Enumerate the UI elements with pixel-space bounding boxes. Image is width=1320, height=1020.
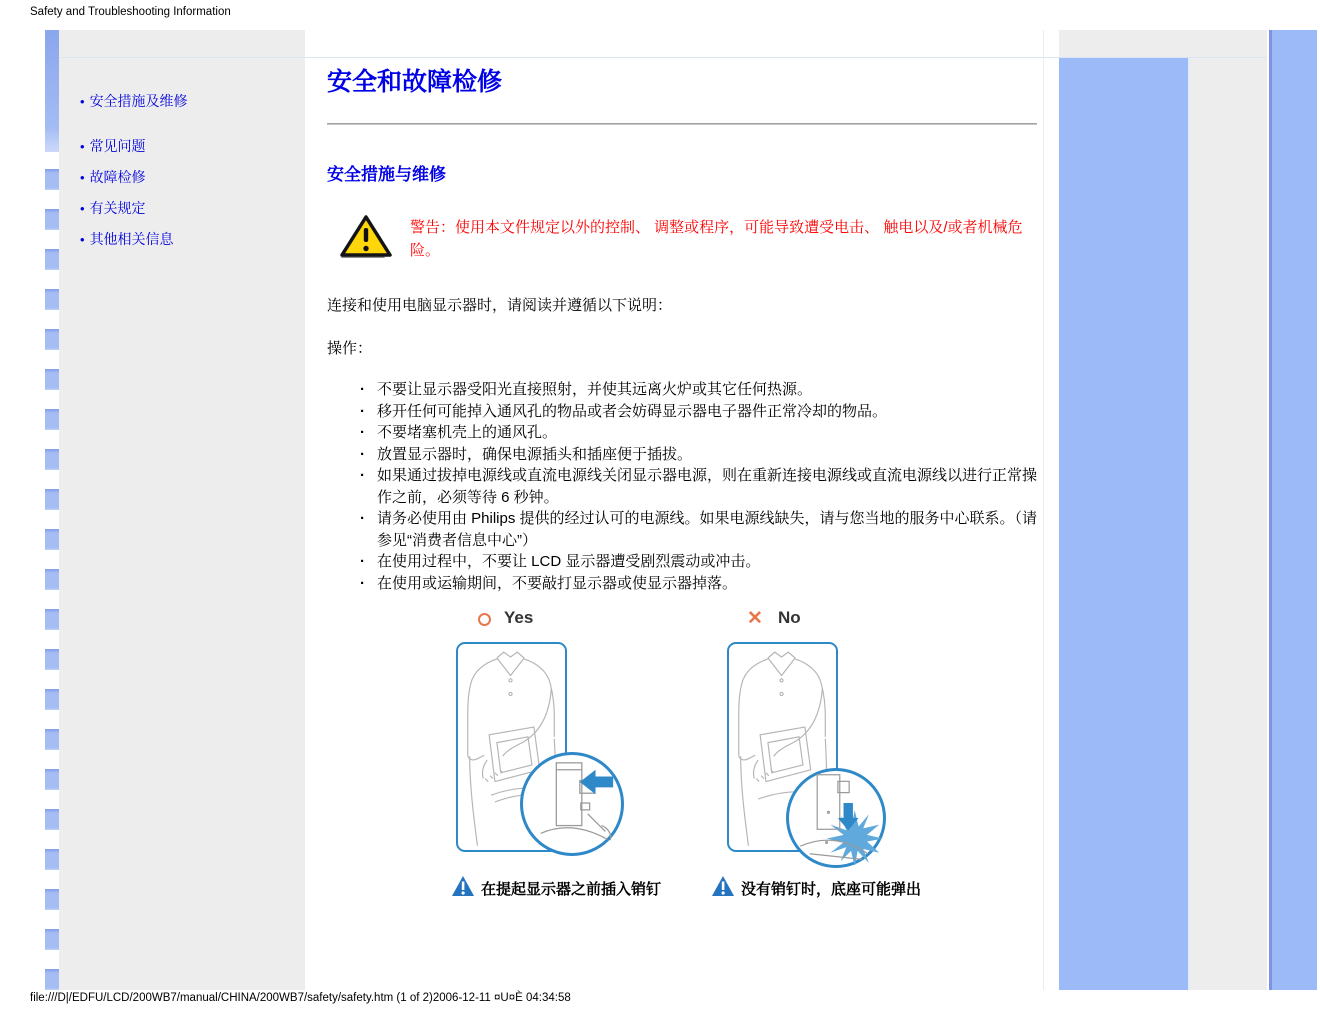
page-title: 安全和故障检修 (327, 68, 503, 96)
list-item (360, 379, 1040, 401)
sidebar-item-label: 常见问题 (89, 138, 146, 154)
list-item (360, 444, 1040, 466)
cross-icon: ✕ (747, 608, 763, 629)
intro-paragraph: 连接和使用电脑显示器时，请阅读并遵循以下说明： (327, 297, 673, 314)
bullet-icon: · (360, 402, 365, 420)
sidebar-item-safety-maintenance[interactable] (80, 91, 188, 111)
right-frame-gray-column (1190, 58, 1267, 990)
list-item-text: 在使用或运输期间，不要敲打显示器或使显示器掉落。 (377, 574, 738, 592)
blue-warning-triangle-icon (451, 875, 475, 897)
left-strip-top-segment (45, 30, 59, 152)
sidebar-item-troubleshooting[interactable] (80, 167, 146, 187)
section-heading: 安全措施与维修 (327, 165, 446, 184)
content-right-divider (1043, 30, 1044, 990)
sidebar-item-label: 其他相关信息 (89, 231, 174, 247)
figure-caption-no: 没有销钉时，底座可能弹出 (741, 882, 922, 898)
list-item (360, 551, 1040, 573)
safety-bullet-list (360, 379, 1040, 594)
list-item-text: 如果通过拔掉电源线或直流电源线关闭显示器电源，则在重新连接电源线或直流电源线以进行正常操作之前，必须等待 6 秒钟。 (377, 467, 1038, 506)
sidebar-item-faq[interactable] (80, 136, 146, 156)
far-right-blue-column (1269, 30, 1317, 990)
warning-triangle-icon (338, 213, 394, 259)
bullet-icon: · (360, 467, 365, 484)
bullet-icon: · (360, 553, 365, 570)
sidebar-item-label: 有关规定 (89, 200, 146, 216)
blue-warning-triangle-icon (711, 875, 735, 897)
list-item-text: 不要让显示器受阳光直接照射，并使其远离火炉或其它任何热源。 (377, 381, 813, 398)
list-item (360, 465, 1040, 508)
right-frame-top-band (1059, 30, 1267, 57)
bullet-icon: • (80, 201, 85, 216)
pin-insert-detail-circle (520, 752, 624, 856)
sidebar (59, 30, 305, 990)
bullet-icon: · (360, 381, 365, 398)
sidebar-item-label: 安全措施及维修 (89, 93, 188, 109)
bullet-icon: · (360, 445, 365, 463)
bullet-icon: • (80, 170, 85, 185)
left-decorative-strip (45, 30, 59, 990)
file-path-footer: file:///D|/EDFU/LCD/200WB7/manual/CHINA/200WB7/safety/safety.htm (1 of 2)2006-12-11 ¤U¤È 04:34:58 (30, 992, 571, 1004)
list-item (360, 508, 1040, 551)
list-item-text: 移开任何可能掉入通风孔的物品或者会妨碍显示器电子器件正常冷却的物品。 (377, 402, 888, 420)
list-item-text: 不要堵塞机壳上的通风孔。 (377, 424, 558, 441)
sidebar-item-regulations[interactable] (80, 198, 146, 218)
list-item (360, 573, 1040, 595)
base-popout-detail-circle (786, 768, 886, 868)
warning-text: 警告：使用本文件规定以外的控制、 调整或程序，可能导致遭受电击、 触电以及/或者机械危险。 (410, 219, 1023, 259)
circle-outline-icon (478, 613, 491, 626)
list-item (360, 401, 1040, 423)
bullet-icon: · (360, 424, 365, 441)
bullet-icon: • (80, 139, 85, 154)
base-popout-drawing (789, 771, 883, 865)
sidebar-item-other-info[interactable] (80, 229, 174, 249)
bullet-icon: · (360, 510, 365, 527)
right-frame-blue-panel (1059, 58, 1188, 990)
bullet-icon: · (360, 574, 365, 592)
insert-pin-drawing (523, 755, 621, 853)
no-label: No (778, 608, 801, 627)
list-item-text: 在使用过程中，不要让 LCD 显示器遭受剧烈震动或冲击。 (377, 553, 761, 570)
list-item (360, 422, 1040, 444)
yes-label: Yes (504, 608, 534, 627)
sidebar-item-label: 故障检修 (89, 169, 146, 185)
figure-caption-yes: 在提起显示器之前插入销钉 (481, 882, 662, 898)
operation-label: 操作： (327, 340, 373, 357)
bullet-icon: • (80, 232, 85, 247)
bullet-icon: • (80, 94, 85, 109)
title-divider (327, 123, 1037, 125)
list-item-text: 请务必使用由 Philips 提供的经过认可的电源线。如果电源线缺失，请与您当地的服务中心联系。（请参见“消费者信息中心”） (377, 510, 1038, 549)
list-item-text: 放置显示器时，确保电源插头和插座便于插拔。 (377, 445, 693, 463)
window-header-title: Safety and Troubleshooting Information (30, 6, 231, 18)
